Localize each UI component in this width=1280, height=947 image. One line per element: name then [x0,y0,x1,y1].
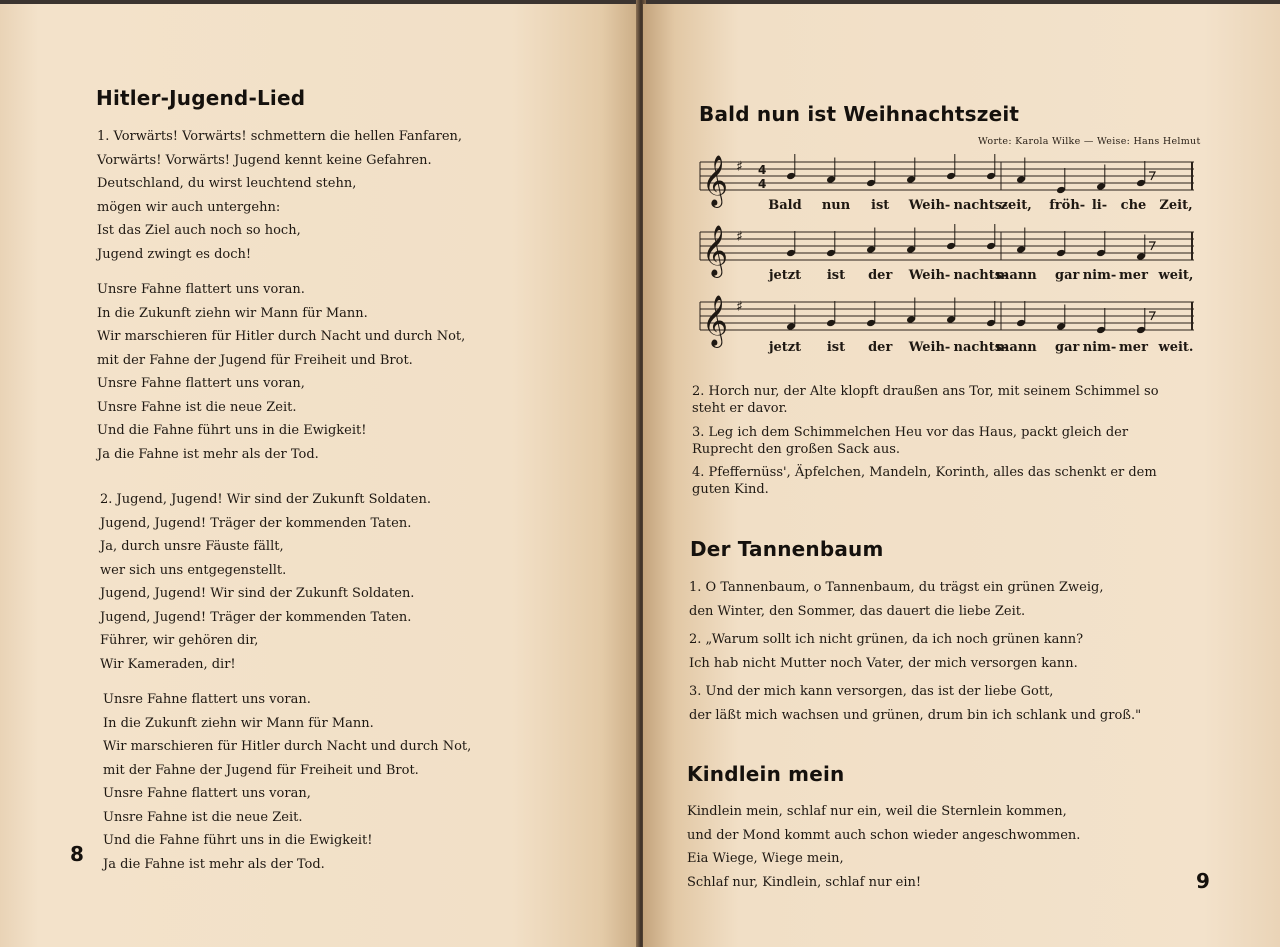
lyric-line: Unsre Fahne flattert uns voran. [103,692,311,707]
lyric-row-3 [700,340,1200,360]
lyric-syllable: nachts- [953,268,1008,283]
lyric-syllable: gar [1055,268,1080,283]
chorus-block-2 [103,688,471,876]
verse-block-1 [97,125,462,266]
lyric-line: Ist das Ziel auch noch so hoch, [97,223,301,238]
key-sharp-icon: ♯ [736,229,743,245]
lyric-line: Wir Kameraden, dir! [100,656,236,672]
lyric-syllable: ist [826,340,846,355]
lyric-syllable: zeit, [1000,198,1032,213]
lyric-line: Jugend, Jugend! Träger der kommenden Taten. [100,515,412,531]
lyric-syllable: ist [871,198,890,213]
lyric-row-2 [700,268,1200,288]
time-signature-top: 4 [758,163,767,177]
lyric-line: Vorwärts! Vorwärts! Jugend kennt keine Gefahren. [97,152,432,168]
lyric-line: Wir marschieren für Hitler durch Nacht und durch Not, [103,739,472,754]
lyric-syllable: gar [1055,340,1080,355]
lyric-syllable: li- [1091,198,1108,213]
left-page [0,4,640,947]
lyric-line: 2. „Warum sollt ich nicht grünen, da ich noch grünen kann? [689,632,1084,647]
lyric-line: Führer, wir gehören dir, [100,633,259,648]
lyric-syllable: mann [995,268,1037,283]
treble-clef-icon: 𝄞 [702,155,729,206]
lyric-syllable: weit, [1158,268,1194,283]
sheet-music [696,140,1201,370]
lyric-syllable: Zeit, [1159,198,1193,213]
lyric-row-1 [700,198,1200,218]
lyric-syllable: Bald [768,198,802,213]
song-title-bald-nun-ist-weihnachtszeit: Bald nun ist Weihnachtszeit [699,102,1020,126]
lyric-line: wer sich uns entgegenstellt. [100,562,287,578]
lyric-line: Unsre Fahne flattert uns voran, [97,376,305,391]
lyric-line: Unsre Fahne ist die neue Zeit. [97,399,297,415]
lyric-line: Jugend zwingt es doch! [97,246,252,262]
weihnacht-verse-3: 3. Leg ich dem Schimmelchen Heu vor das Haus, packt gleich der Ruprecht den großen Sack aus. [692,425,1129,457]
verse-block-2 [100,488,431,676]
lyric-syllable: mer [1119,268,1148,283]
lyric-line: 2. Jugend, Jugend! Wir sind der Zukunft Soldaten. [100,492,431,507]
tannenbaum-verse-2 [689,628,1083,675]
lyric-line: Deutschland, du wirst leuchtend stehn, [97,176,357,191]
lyric-syllable: che [1120,198,1147,213]
lyric-line: Eia Wiege, Wiege mein, [687,851,844,866]
lyric-line: 1. Vorwärts! Vorwärts! schmettern die hellen Fanfaren, [97,129,463,144]
tannenbaum-verse-1 [689,576,1103,623]
lyric-line: Unsre Fahne ist die neue Zeit. [103,809,303,825]
lyric-syllable: Weih- [908,268,951,283]
lyric-syllable: nun [821,198,851,213]
lyric-line: den Winter, den Sommer, das dauert die liebe Zeit. [689,603,1026,619]
lyric-syllable: ist [826,268,846,283]
lyric-line: Unsre Fahne flattert uns voran, [103,786,311,801]
lyric-syllable: fröh- [1049,198,1086,213]
song-credit: Worte: Karola Wilke — Weise: Hans Helmut [978,136,1201,147]
lyric-line: Schlaf nur, Kindlein, schlaf nur ein! [687,874,922,890]
lyric-line: Jugend, Jugend! Wir sind der Zukunft Soldaten. [100,586,415,601]
lyric-line: und der Mond kommt auch schon wieder angeschwommen. [687,827,1081,843]
lyric-syllable: weit. [1158,340,1194,355]
page-number-left: 8 [70,842,84,866]
lyric-syllable: nim- [1082,268,1117,283]
lyric-line: mögen wir auch untergehn: [97,199,281,215]
lyric-syllable: der [868,340,893,355]
lyric-line: In die Zukunft ziehn wir Mann für Mann. [97,305,368,321]
lyric-line: Ja die Fahne ist mehr als der Tod. [103,856,325,872]
lyric-line: mit der Fahne der Jugend für Freiheit und Brot. [97,352,413,368]
kindlein-verse [687,800,1080,894]
song-title-hitler-jugend-lied: Hitler-Jugend-Lied [96,86,306,110]
treble-clef-icon: 𝄞 [702,225,729,276]
lyric-syllable: mer [1119,340,1148,355]
lyric-line: Kindlein mein, schlaf nur ein, weil die Sternlein kommen, [687,804,1067,819]
key-sharp-icon: ♯ [736,299,743,315]
lyric-syllable: jetzt [768,340,802,355]
lyric-syllable: nim- [1082,340,1117,355]
lyric-line: 3. Und der mich kann versorgen, das ist der liebe Gott, [689,684,1054,699]
lyric-line: 1. O Tannenbaum, o Tannenbaum, du trägst ein grünen Zweig, [689,580,1104,595]
lyric-line: Jugend, Jugend! Träger der kommenden Taten. [100,609,412,625]
lyric-line: Und die Fahne führt uns in die Ewigkeit! [103,833,373,848]
page-number-right: 9 [1196,869,1210,893]
lyric-line: Ich hab nicht Mutter noch Vater, der mich versorgen kann. [689,655,1078,671]
lyric-line: Ja, durch unsre Fäuste fällt, [100,539,284,554]
time-signature-bottom: 4 [758,177,767,191]
lyric-line: In die Zukunft ziehn wir Mann für Mann. [103,715,374,731]
lyric-syllable: nachts- [953,340,1008,355]
lyric-line: Wir marschieren für Hitler durch Nacht und durch Not, [97,329,466,344]
lyric-line: Unsre Fahne flattert uns voran. [97,282,305,297]
weihnacht-verse-2: 2. Horch nur, der Alte klopft draußen ans Tor, mit seinem Schimmel so steht er davor. [692,384,1159,416]
lyric-syllable: Weih- [908,198,951,213]
tannenbaum-verse-3 [689,680,1141,727]
key-sharp-icon: ♯ [736,159,743,175]
lyric-syllable: mann [995,340,1037,355]
lyric-syllable: der [868,268,893,283]
lyric-line: Ja die Fahne ist mehr als der Tod. [97,446,319,462]
lyric-syllable: nachts- [953,198,1008,213]
lyric-syllable: Weih- [908,340,951,355]
weihnacht-verse-4: 4. Pfeffernüss', Äpfelchen, Mandeln, Korinth, alles das schenkt er dem guten Kind. [692,465,1157,497]
song-title-der-tannenbaum: Der Tannenbaum [690,537,884,561]
lyric-syllable: jetzt [768,268,802,283]
treble-clef-icon: 𝄞 [702,295,729,346]
lyric-line: der läßt mich wachsen und grünen, drum bin ich schlank und groß." [689,707,1142,723]
lyric-line: mit der Fahne der Jugend für Freiheit und Brot. [103,762,419,778]
lyric-line: Und die Fahne führt uns in die Ewigkeit! [97,423,367,438]
chorus-block-1 [97,278,465,466]
song-title-kindlein-mein: Kindlein mein [687,762,845,786]
